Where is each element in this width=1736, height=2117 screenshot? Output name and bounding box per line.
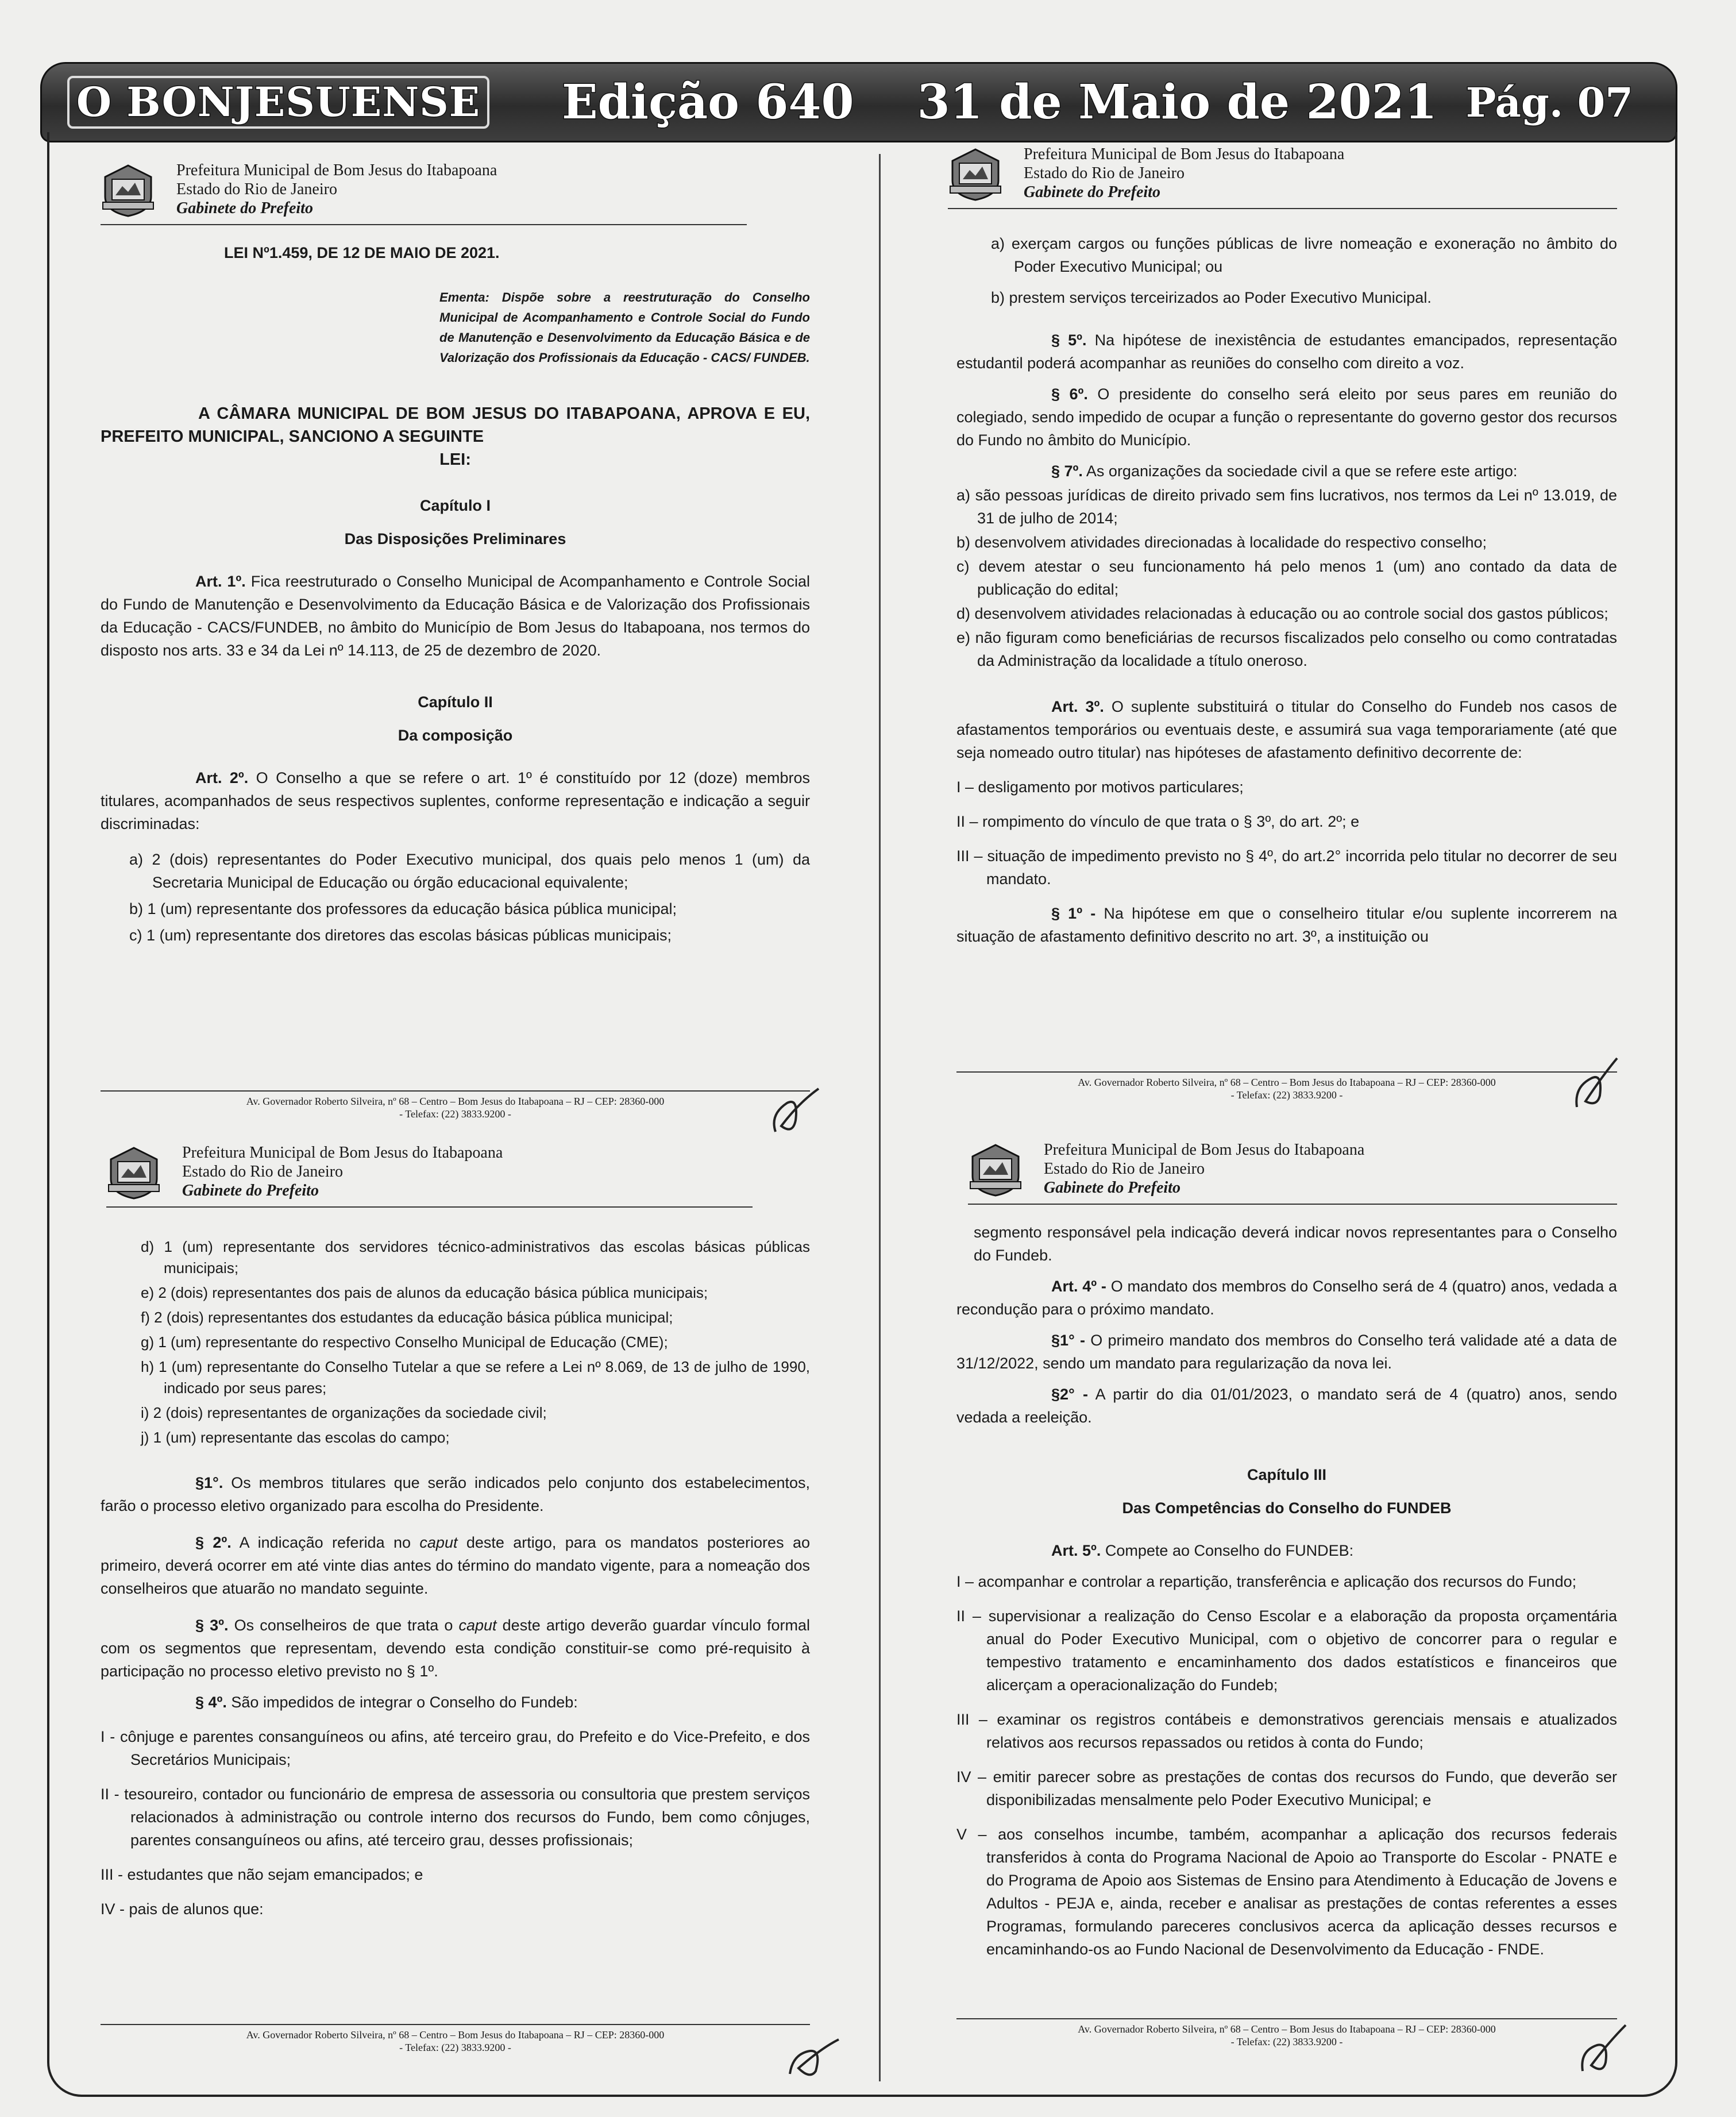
letterhead-gabinete: Gabinete do Prefeito	[1024, 183, 1160, 201]
paragraph-7	[956, 460, 1617, 483]
list-item: d) desenvolvem atividades relacionadas à educação ou ao controle social dos gastos públicos;	[956, 605, 1608, 622]
footer-address: Av. Governador Roberto Silveira, nº 68 – Centro – Bom Jesus do Itabapoana – RJ – CEP: 28360-000	[1078, 1077, 1496, 1088]
article-text: O mandato dos membros do Conselho será de 4 (quatro) anos, vedada a recondução para o próximo mandato.	[956, 1278, 1617, 1318]
list-item: IV - pais de alunos que:	[101, 1900, 264, 1918]
footer-address: Av. Governador Roberto Silveira, nº 68 – Centro – Bom Jesus do Itabapoana – RJ – CEP: 28360-000	[246, 2029, 665, 2041]
list-item: I - cônjuge e parentes consanguíneos ou afins, até terceiro grau, do Prefeito e do Vice-Prefeito, e dos Secretários Municipais;	[101, 1728, 810, 1768]
paragraph-6	[956, 383, 1617, 452]
list-item: II – supervisionar a realização do Censo Escolar e a elaboração da proposta orçamentária anual do Poder Executivo Municipal, com o objetivo de concorrer para o regular e tempestivo tratamento e encaminhamento dos dados estatísticos e financeiros que alicerçam a operacionalização do Fundeb;	[956, 1607, 1617, 1694]
article-4	[956, 1275, 1617, 1321]
paragraph-text: A partir do dia 01/01/2023, o mandato será de 4 (quatro) anos, sendo vedada a reeleição.	[956, 1386, 1618, 1426]
paragraph-label: § 7º.	[1051, 462, 1083, 480]
page-footer	[956, 2018, 1617, 2048]
list-item: j) 1 (um) representante das escolas do campo;	[141, 1429, 450, 1446]
article-text: O suplente substituirá o titular do Conselho do Fundeb nos casos de afastamentos temporários ou eventuais deste, e assumirá sua vaga temporariamente (até que seja nomeado outro titular) nas hipóteses de afastamento definitivo decorrente de:	[956, 698, 1617, 761]
article-label: Art. 2º.	[195, 769, 249, 786]
paragraph-label: § 1º -	[1051, 905, 1096, 922]
paragraph-text: A indicação referida no	[231, 1534, 420, 1551]
article-4-paragraph-2	[956, 1383, 1617, 1429]
letterhead-prefeitura: Prefeitura Municipal de Bom Jesus do Itabapoana	[1024, 145, 1345, 163]
paragraph-label: § 4º.	[195, 1694, 227, 1711]
paragraph-label: § 3º.	[195, 1617, 229, 1634]
list-item: II - tesoureiro, contador ou funcionário de empresa de assessoria ou consultoria que prestem serviços relacionados à administração ou controle interno dos recursos do Fundo, bem como cônjuges, parentes consanguíneos ou afins, até terceiro grau, desses profissionais;	[101, 1786, 810, 1849]
paragraph-text: Na hipótese de inexistência de estudantes emancipados, representação estudantil poderá acompanhar as reuniões do conselho com direito a voz.	[956, 331, 1617, 372]
chapter-heading: Capítulo I	[420, 497, 491, 514]
list-item: a) 2 (dois) representantes do Poder Executivo municipal, dos quais pelo menos 1 (um) da Secretaria Municipal de Educação ou órgão educacional equivalente;	[129, 851, 810, 891]
article-5	[956, 1539, 1617, 1562]
letterhead-gabinete: Gabinete do Prefeito	[182, 1182, 319, 1200]
municipal-seal-icon	[101, 161, 156, 218]
paragraph-text: As organizações da sociedade civil a que se refere este artigo:	[1082, 462, 1518, 480]
composition-list	[141, 1236, 810, 1448]
chapter-title: Das Competências do Conselho do FUNDEB	[1122, 1499, 1452, 1517]
list-item: II – rompimento do vínculo de que trata o § 3º, do art. 2º; e	[956, 813, 1360, 830]
article-label: Art. 3º.	[1051, 698, 1104, 715]
article-text: Fica reestruturado o Conselho Municipal de Acompanhamento e Controle Social do Fundo de Manutenção e Desenvolvimento da Educação Básica e de Valorização dos Profissionais da Educação - CACS/FUNDEB, no âmbito do Município de Bom Jesus do Itabapoana, nos termos do disposto nos arts. 33 e 34 da Lei nº 14.113, de 25 de dezembro de 2020.	[101, 573, 810, 659]
article-2	[101, 766, 810, 835]
paragraph-text: deste artigo, para os mandatos posteriores ao primeiro, deverá ocorrer em até vinte dias antes do término do mandato vigente, para a nomeação dos conselheiros que atuarão no mandato seguinte.	[101, 1534, 810, 1597]
article-text: O Conselho a que se refere o art. 1º é constituído por 12 (doze) membros titulares, acompanhados de seus respectivos suplentes, conforme representação e indicação a seguir discriminadas:	[101, 769, 810, 832]
edition-number: Edição 640	[562, 75, 854, 130]
article-text: Compete ao Conselho do FUNDEB:	[1101, 1542, 1354, 1559]
chapter-title: Das Disposições Preliminares	[344, 530, 566, 547]
law-number: LEI Nº1.459, DE 12 DE MAIO DE 2021.	[224, 244, 500, 261]
letterhead	[968, 1140, 1617, 1205]
municipal-seal-icon	[968, 1140, 1023, 1198]
list-item: b) desenvolvem atividades direcionadas à localidade do respectivo conselho;	[956, 534, 1487, 551]
column-divider	[879, 154, 881, 2081]
paragraph-text: deste artigo deverão guardar vínculo formal com os segmentos que representam, devendo esta condição constituir-se como pré-requisito à participação no processo eletivo previsto no § 1º.	[101, 1617, 811, 1680]
page-footer	[101, 2024, 810, 2054]
signature-initials	[1571, 2016, 1634, 2080]
letterhead-estado: Estado do Rio de Janeiro	[1024, 164, 1185, 182]
paragraph-text: O presidente do conselho será eleito por seus pares em reunião do colegiado, sendo impedido de ocupar a função o representante do governo gestor dos recursos do Fundo no âmbito do Município.	[956, 385, 1617, 449]
list-item: b) 1 (um) representante dos professores da educação básica pública municipal;	[129, 900, 677, 917]
list-item: I – desligamento por motivos particulares;	[956, 778, 1244, 796]
letterhead-prefeitura: Prefeitura Municipal de Bom Jesus do Itabapoana	[182, 1144, 503, 1162]
letterhead-gabinete: Gabinete do Prefeito	[1044, 1179, 1181, 1197]
footer-phone: - Telefax: (22) 3833.9200 -	[399, 1108, 511, 1120]
document-page-3	[101, 1143, 810, 2085]
law-ementa: Ementa: Dispõe sobre a reestruturação do Conselho Municipal de Acompanhamento e Controle Social do Fundo de Manutenção e Desenvolvimento da Educação Básica e de Valorização dos Profissionais da Educação - CACS/ FUNDEB.	[439, 290, 810, 365]
document-page-1	[101, 161, 810, 1149]
paragraph-1	[956, 902, 1617, 948]
municipal-seal-icon	[106, 1143, 161, 1201]
list-item: f) 2 (dois) representantes dos estudantes da educação básica pública municipal;	[141, 1309, 673, 1326]
signature-initials	[781, 2022, 844, 2085]
document-page-2	[956, 145, 1617, 1133]
list-item: a) exerçam cargos ou funções públicas de livre nomeação e exoneração no âmbito do Poder Executivo Municipal; ou	[991, 235, 1617, 275]
paragraph-label: §1° -	[1051, 1332, 1086, 1349]
page-number: Pág. 07	[1465, 78, 1633, 126]
list-item: III - estudantes que não sejam emancipados; e	[101, 1866, 423, 1883]
page-footer	[101, 1090, 810, 1120]
paragraph-label: § 2º.	[195, 1534, 232, 1551]
paragraph-text: O primeiro mandato dos membros do Conselho terá validade até a data de 31/12/2022, sendo um mandato para regularização da nova lei.	[956, 1332, 1618, 1372]
law-preamble-end: LEI:	[439, 450, 471, 469]
list-item: e) 2 (dois) representantes dos pais de alunos da educação básica pública municipais;	[141, 1284, 708, 1301]
chapter-heading: Capítulo III	[1247, 1466, 1326, 1483]
list-item: V – aos conselhos incumbe, também, acompanhar a aplicação dos recursos federais transferidos à conta do Programa Nacional de Apoio ao Transporte do Escolar - PNATE e do Programa de Apoio aos Sistemas de Ensino para Atendimento à Educação de Jovens e Adultos - PEJA e, ainda, receber e analisar as prestações de contas referentes a esses Programas, formulando pareceres conclusivos acerca da aplicação desses recursos e encaminhando-os ao Fundo Nacional de Desenvolvimento da Educação - FNDE.	[956, 1826, 1617, 1958]
list-item: c) devem atestar o seu funcionamento há pelo menos 1 (um) ano contado da data de publicação do edital;	[956, 558, 1617, 598]
paragraph-text: Os conselheiros de que trata o	[228, 1617, 459, 1634]
paragraph-label: §2° -	[1051, 1386, 1088, 1403]
list-item: c) 1 (um) representante dos diretores das escolas básicas públicas municipais;	[129, 927, 672, 944]
list-item: III – examinar os registros contábeis e demonstrativos gerenciais mensais e atualizados relativos aos recursos repassados ou retidos à conta do Fundo;	[956, 1711, 1617, 1751]
signature-initials	[1565, 1052, 1629, 1116]
signature-initials	[764, 1080, 827, 1143]
footer-phone: - Telefax: (22) 3833.9200 -	[1230, 1089, 1343, 1101]
chapter-heading: Capítulo II	[418, 693, 493, 711]
article-1	[101, 570, 810, 662]
list-item: i) 2 (dois) representantes de organizações da sociedade civil;	[141, 1404, 547, 1421]
municipal-seal-icon	[948, 145, 1003, 202]
footer-phone: - Telefax: (22) 3833.9200 -	[1230, 2036, 1343, 2047]
list-item: h) 1 (um) representante do Conselho Tutelar a que se refere a Lei nº 8.069, de 13 de julho de 1990, indicado por seus pares;	[141, 1358, 810, 1397]
law-preamble: A CÂMARA MUNICIPAL DE BOM JESUS DO ITABAPOANA, APROVA E EU, PREFEITO MUNICIPAL, SANCIONO A SEGUINTE	[101, 404, 810, 446]
list-item: a) são pessoas jurídicas de direito privado sem fins lucrativos, nos termos da Lei nº 13.019, de 31 de julho de 2014;	[956, 487, 1617, 527]
footer-phone: - Telefax: (22) 3833.9200 -	[399, 2042, 511, 2053]
paragraph-2	[101, 1531, 810, 1600]
list-item: IV – emitir parecer sobre as prestações de contas dos recursos do Fundo, que deverão ser disponibilizadas mensalmente pelo Poder Executivo Municipal; e	[956, 1768, 1617, 1808]
civil-society-list	[956, 484, 1617, 672]
article-label: Art. 4º -	[1051, 1278, 1106, 1295]
newspaper-title: O BONJESUENSE	[67, 76, 489, 129]
footer-address: Av. Governador Roberto Silveira, nº 68 – Centro – Bom Jesus do Itabapoana – RJ – CEP: 28360-000	[1078, 2023, 1496, 2035]
letterhead	[101, 161, 747, 225]
letterhead-estado: Estado do Rio de Janeiro	[176, 180, 337, 198]
letterhead	[106, 1143, 753, 1208]
paragraph-text: São impedidos de integrar o Conselho do Fundeb:	[226, 1694, 578, 1711]
edition-date: 31 de Maio de 2021	[917, 75, 1437, 130]
paragraph-1	[101, 1471, 810, 1517]
letterhead-prefeitura: Prefeitura Municipal de Bom Jesus do Itabapoana	[1044, 1141, 1365, 1159]
caput-term: caput	[458, 1617, 497, 1634]
letterhead	[948, 145, 1617, 209]
article-label: Art. 5º.	[1051, 1542, 1101, 1559]
impediments-list	[101, 1725, 810, 1921]
footer-address: Av. Governador Roberto Silveira, nº 68 – Centro – Bom Jesus do Itabapoana – RJ – CEP: 28360-000	[246, 1096, 665, 1107]
chapter-title: Da composição	[398, 727, 513, 744]
paragraph-text: Os membros titulares que serão indicados pelo conjunto dos estabelecimentos, farão o processo eletivo organizado para escolha do Presidente.	[101, 1474, 810, 1514]
paragraph-4	[101, 1691, 810, 1714]
newspaper-masthead	[40, 62, 1677, 142]
composition-list	[129, 848, 810, 947]
paragraph-text: Na hipótese em que o conselheiro titular e/ou suplente incorrerem na situação de afastamento definitivo descrito no art. 3º, a instituição ou	[956, 905, 1617, 945]
paragraph-continuation: segmento responsável pela indicação deverá indicar novos representantes para o Conselho do Fundeb.	[974, 1224, 1617, 1264]
paragraph-label: §1°.	[195, 1474, 223, 1491]
list-item: g) 1 (um) representante do respectivo Conselho Municipal de Educação (CME);	[141, 1333, 668, 1351]
paragraph-label: § 6º.	[1051, 385, 1088, 403]
list-item: e) não figuram como beneficiárias de recursos fiscalizados pelo conselho ou como contratadas da Administração da localidade a título oneroso.	[956, 629, 1617, 669]
article-label: Art. 1º.	[195, 573, 246, 590]
letterhead-estado: Estado do Rio de Janeiro	[1044, 1160, 1205, 1178]
list-item: b) prestem serviços terceirizados ao Poder Executivo Municipal.	[991, 289, 1432, 306]
article-4-paragraph-1	[956, 1329, 1617, 1375]
document-page-4	[956, 1140, 1617, 2083]
letterhead-gabinete: Gabinete do Prefeito	[176, 199, 313, 217]
list-item: III – situação de impedimento previsto no § 4º, do art.2° incorrida pelo titular no decorrer de seu mandato.	[956, 847, 1617, 888]
article-3	[956, 695, 1617, 764]
caput-term: caput	[419, 1534, 458, 1551]
competences-list	[956, 1570, 1617, 1961]
list-item: I – acompanhar e controlar a repartição, transferência e aplicação dos recursos do Fundo;	[956, 1573, 1577, 1590]
letterhead-estado: Estado do Rio de Janeiro	[182, 1163, 343, 1181]
replacement-cases-list	[956, 776, 1617, 890]
list-item: d) 1 (um) representante dos servidores técnico-administrativos das escolas básicas públicas municipais;	[141, 1238, 810, 1277]
paragraph-label: § 5º.	[1051, 331, 1087, 349]
paragraph-5	[956, 329, 1617, 375]
page-footer	[956, 1071, 1617, 1101]
letterhead-prefeitura: Prefeitura Municipal de Bom Jesus do Itabapoana	[176, 161, 497, 179]
paragraph-3	[101, 1614, 810, 1683]
